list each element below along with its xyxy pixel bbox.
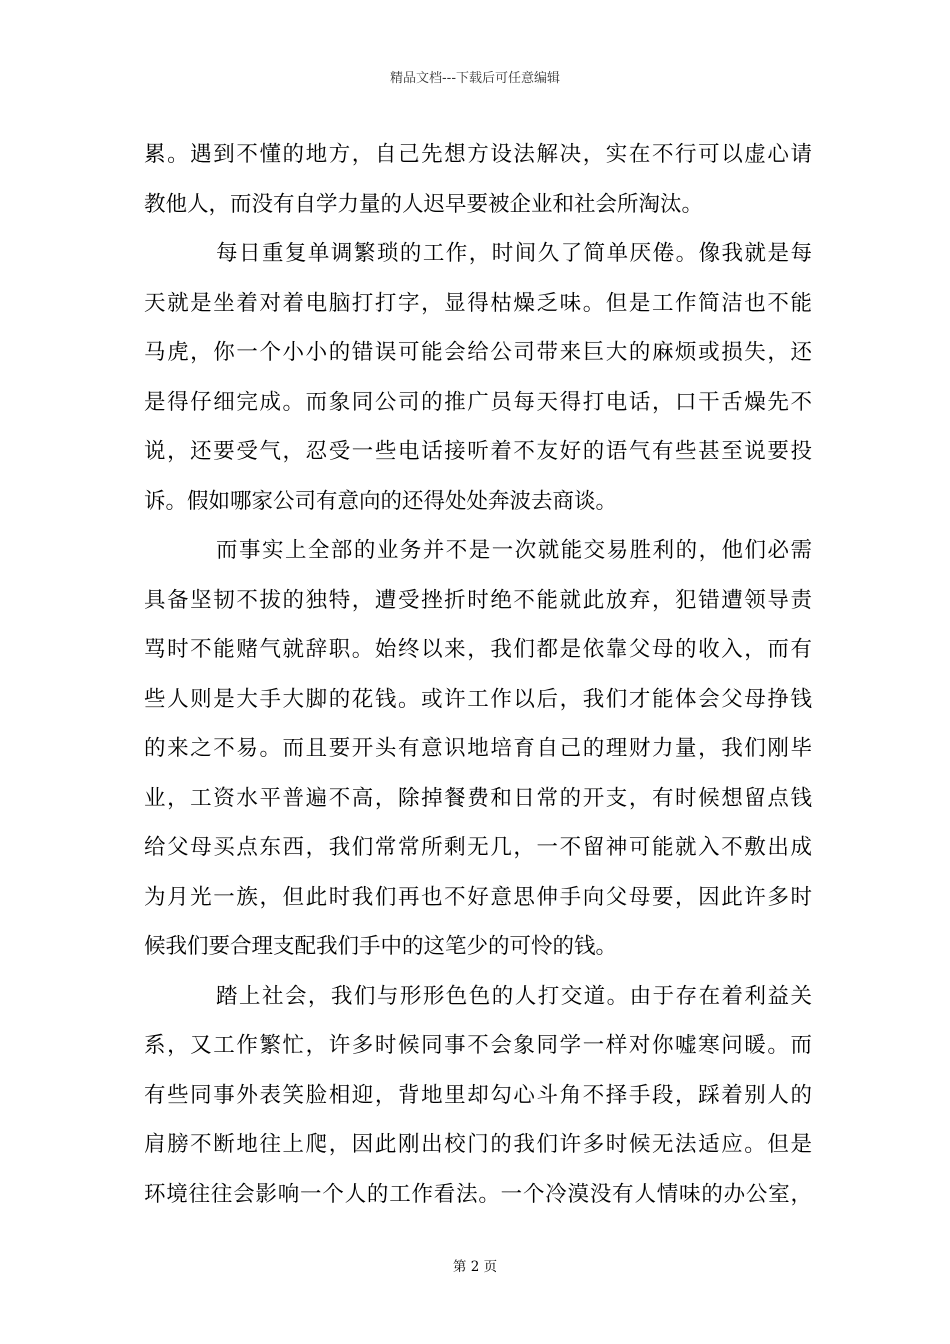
text-line: 候我们要合理支配我们手中的这笔少的可怜的钱。 bbox=[144, 934, 618, 959]
paragraph-2 bbox=[144, 229, 812, 526]
text-line: 教他人，而没有自学力量的人迟早要被企业和社会所淘汰。 bbox=[144, 191, 704, 217]
text-line: 每日重复单调繁琐的工作，时间久了简单厌倦。像我就是每 bbox=[216, 241, 812, 266]
text-line: 具备坚韧不拔的独特，遭受挫折时绝不能就此放弃，犯错遭领导责 bbox=[144, 587, 812, 613]
text-line: 马虎，你一个小小的错误可能会给公司带来巨大的麻烦或损失，还 bbox=[144, 340, 812, 365]
text-line: 天就是坐着对着电脑打打字，显得枯燥乏味。但是工作简洁也不能 bbox=[144, 290, 812, 316]
text-line: 骂时不能赌气就辞职。始终以来，我们都是依靠父母的收入，而有 bbox=[144, 637, 812, 662]
paragraph-3 bbox=[144, 526, 812, 972]
text-line: 给父母买点东西，我们常常所剩无几，一不留神可能就入不敷出成 bbox=[144, 835, 812, 860]
text-line: 是得仔细完成。而象同公司的推广员每天得打电话，口干舌燥先不 bbox=[144, 389, 812, 415]
text-line: 诉。假如哪家公司有意向的还得处处奔波去商谈。 bbox=[144, 488, 618, 514]
text-line: 业，工资水平普遍不高，除掉餐费和日常的开支，有时候想留点钱 bbox=[144, 785, 812, 811]
document-body bbox=[144, 130, 812, 1219]
text-line: 肩膀不断地往上爬，因此刚出校门的我们许多时候无法适应。但是 bbox=[144, 1132, 812, 1157]
paragraph-4 bbox=[144, 972, 812, 1220]
text-line: 有些同事外表笑脸相迎，背地里却勾心斗角不择手段，踩着别人的 bbox=[144, 1082, 812, 1108]
page-number: 第 2 页 bbox=[452, 1259, 498, 1275]
text-line: 些人则是大手大脚的花钱。或许工作以后，我们才能体会父母挣钱 bbox=[144, 686, 812, 712]
page-header: 精品文档---下载后可任意编辑 bbox=[389, 71, 561, 86]
text-line: 踏上社会，我们与形形色色的人打交道。由于存在着利益关 bbox=[216, 983, 812, 1009]
text-line: 为月光一族，但此时我们再也不好意思伸手向父母要，因此许多时 bbox=[144, 884, 812, 910]
text-line: 系，又工作繁忙，许多时候同事不会象同学一样对你嘘寒问暖。而 bbox=[144, 1033, 812, 1058]
text-line: 环境往往会影响一个人的工作看法。一个冷漠没有人情味的办公室， bbox=[144, 1181, 812, 1207]
paragraph-1 bbox=[144, 130, 812, 229]
text-line: 的来之不易。而且要开头有意识地培育自己的理财力量，我们刚毕 bbox=[144, 736, 812, 761]
text-line: 而事实上全部的业务并不是一次就能交易胜利的，他们必需 bbox=[216, 538, 812, 563]
text-line: 累。遇到不懂的地方，自己先想方设法解决，实在不行可以虚心请 bbox=[144, 142, 812, 167]
text-line: 说，还要受气，忍受一些电话接听着不友好的语气有些甚至说要投 bbox=[144, 439, 812, 464]
